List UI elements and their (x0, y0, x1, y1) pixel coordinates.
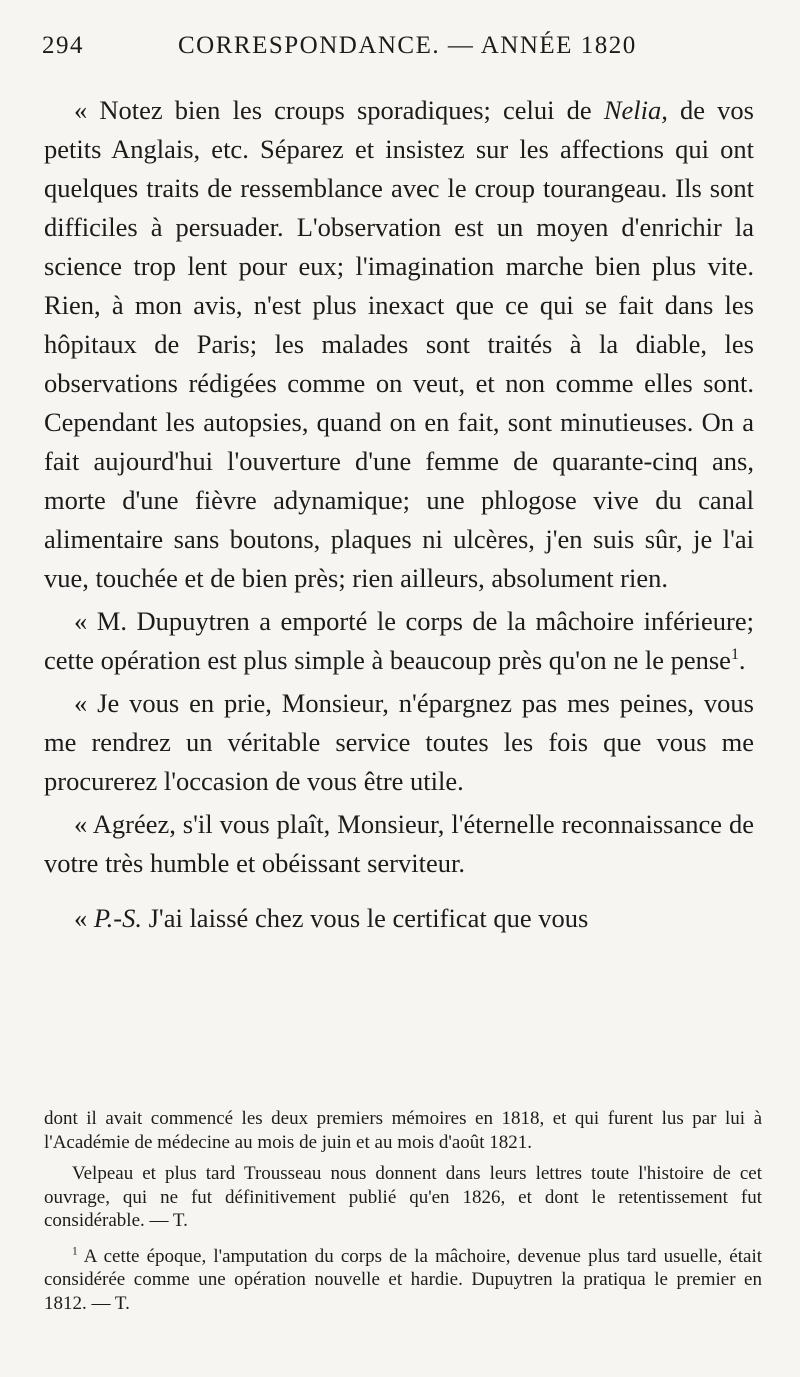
footnote-1-text: A cette époque, l'amputation du corps de la mâchoire, devenue plus tard usuelle, était considérée comme une opération nouvelle et hardie. Dupuytren la pratiqua le premier en 1812. — T. (44, 1245, 762, 1314)
postscript-quote: « (74, 903, 94, 933)
paragraph-croups-text-a: « Notez bien les croups sporadiques; celui de (74, 95, 604, 125)
note-velpeau: Velpeau et plus tard Trousseau nous donnent dans leurs lettres toute l'histoire de cet ouvrage, qui ne fut définitivement publié qu'en 1826, et dont le retentissement fut considérable. — T. (44, 1163, 762, 1231)
footnote-mark-1: 1 (72, 1245, 78, 1258)
running-title: CORRESPONDANCE. — ANNÉE 1820 (178, 32, 637, 59)
paragraph-croups-text-b: de vos petits Anglais, etc. Séparez et insistez sur les affections qui ont quelques traits de ressemblance avec le croup tourangeau. Ils sont difficiles à persuader. L'observation est un moyen d'enrichir la science trop lent pour eux; l'imagination marche bien plus vite. Rien, à mon avis, n'est plus inexact que ce qui se fait dans les hôpitaux de Paris; les malades sont traités à la diable, les observations rédigées comme on veut, et non comme elles sont. Cependant les autopsies, quand on en fait, sont minutieuses. On a fait aujourd'hui l'ouverture d'une femme de quarante-cinq ans, morte d'une fièvre adynamique; une phlogose vive du canal alimentaire sans boutons, plaques ni ulcères, j'en suis sûr, je l'ai vue, touchée et de bien près; rien ailleurs, absolument rien. (44, 95, 754, 593)
postscript-label: P.-S. (93, 903, 142, 933)
postscript-text: J'ai laissé chez vous le certificat que vous (141, 903, 589, 933)
paragraph-dupuytren (44, 602, 754, 680)
footnote-1 (44, 1245, 762, 1316)
paragraph-dupuytren-end: . (738, 645, 746, 675)
paragraph-request: « Je vous en prie, Monsieur, n'épargnez pas mes peines, vous me rendrez un véritable service toutes les fois que vous me procurerez l'occasion de vous être utile. (44, 688, 754, 796)
paragraph-croups (44, 91, 754, 598)
footnote-ref-1: 1 (730, 646, 739, 664)
footnotes (44, 1107, 762, 1315)
paragraph-croups-italic: Nelia, (603, 95, 668, 125)
letter-body (44, 91, 754, 938)
page-header (42, 32, 762, 68)
page-number: 294 (42, 32, 84, 59)
note-continued: dont il avait commencé les deux premiers mémoires en 1818, et qui furent lus par lui à l'Académie de médecine au mois de juin et au mois d'août 1821. (44, 1108, 762, 1153)
paragraph-closing: « Agréez, s'il vous plaît, Monsieur, l'éternelle reconnaissance de votre très humble et obéissant serviteur. (44, 809, 754, 878)
paragraph-postscript (44, 899, 754, 938)
paragraph-dupuytren-text: « M. Dupuytren a emporté le corps de la mâchoire inférieure; cette opération est plus simple à beaucoup près qu'on ne le pense (44, 606, 754, 675)
